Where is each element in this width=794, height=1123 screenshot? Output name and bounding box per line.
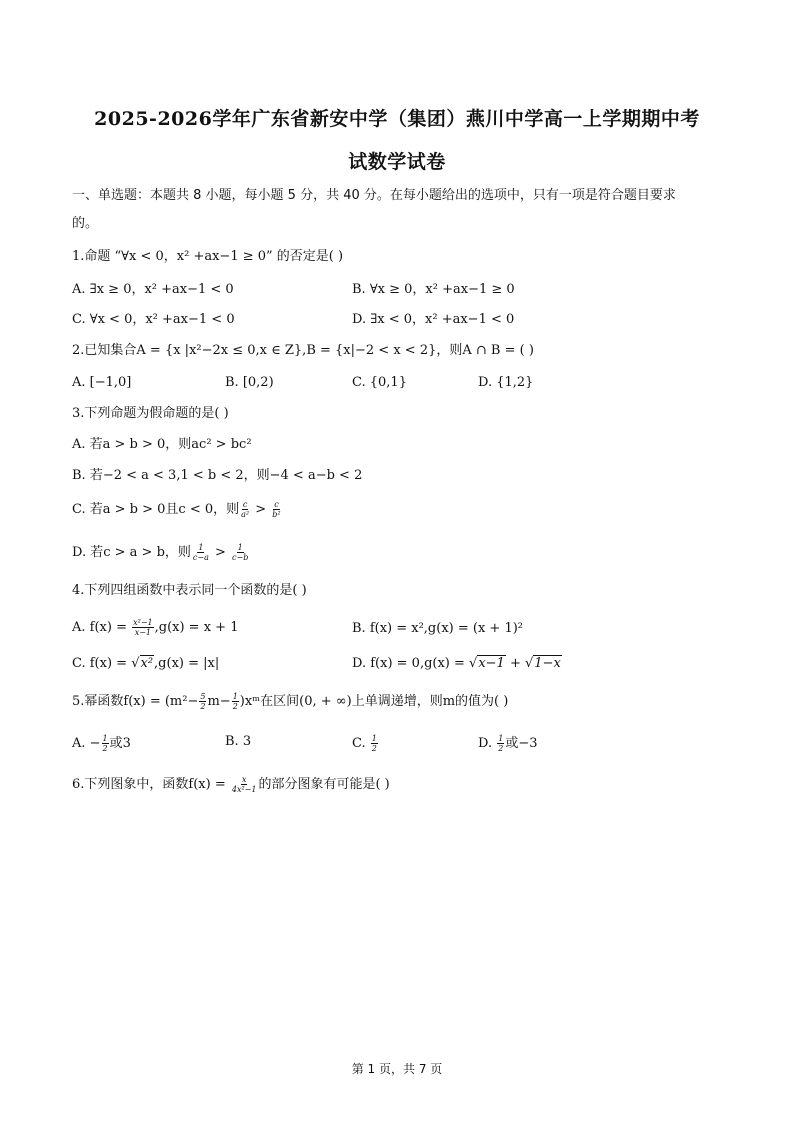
q5-stem: 5.幂函数f(x) = (m²− $\frac{5}{2}$ m− $\frac{1}{2}$ )xᵐ在区间(0, + ∞)上单调递增，则m的值为( ): [72, 692, 509, 711]
fraction-1-over-2: $\frac{1}{2}$: [371, 734, 377, 753]
q6-graph-options-area: [72, 805, 722, 1045]
fraction-1-over-2: $\frac{1}{2}$: [498, 734, 504, 753]
fraction-x-over-4x2-1: $\frac{x}{\text{4x²−1}}$: [231, 775, 257, 794]
fraction-1-over-2: $\frac{1}{2}$: [102, 734, 108, 753]
q2-option-a: A. [−1,0]: [72, 375, 132, 390]
q5-option-d: D. $\frac{1}{2}$ 或−3: [478, 734, 538, 753]
section-heading: 一、单选题：本题共 8 小题，每小题 5 分，共 40 分。在每小题给出的选项中，只有一项是符合题目要求: [72, 188, 676, 203]
q1-option-c: C. ∀x < 0，x² +ax−1 < 0: [72, 312, 235, 327]
q1-stem: 1.命题 “∀x < 0，x² +ax−1 ≥ 0” 的否定是( ): [72, 249, 344, 264]
fraction-c-over-a2: $\frac{c}{\text{a²}}$: [241, 500, 250, 519]
q2-option-c: C. {0,1}: [352, 375, 407, 390]
q3-stem: 3.下列命题为假命题的是( ): [72, 406, 229, 421]
q5-option-b: B. 3: [225, 734, 252, 749]
q4-option-c: C. f(x) = √x²,g(x) = |x|: [72, 656, 220, 671]
q3-option-a: A. 若a > b > 0，则ac² > bc²: [72, 437, 252, 452]
fraction-1-over-c-minus-b: $\frac{1}{c-b}$: [232, 543, 249, 562]
q5-option-c: C. $\frac{1}{2}$: [352, 734, 377, 753]
q4-option-d: D. f(x) = 0,g(x) = √x−1 + √1−x: [352, 656, 561, 671]
q2-option-d: D. {1,2}: [478, 375, 534, 390]
fraction-5-over-2: $\frac{5}{2}$: [200, 692, 206, 711]
q4-stem: 4.下列四组函数中表示同一个函数的是( ): [72, 583, 307, 598]
section-heading-cont: 的。: [72, 216, 99, 231]
q3-option-d: D. 若c > a > b，则 $\frac{1}{c-a}$ > $\frac{1}{c-b}$: [72, 543, 249, 562]
q2-option-b: B. [0,2): [225, 375, 274, 390]
title-line-1: 2025-2026学年广东省新安中学（集团）燕川中学高一上学期期中考: [94, 108, 700, 130]
q4-option-b: B. f(x) = x²,g(x) = (x + 1)²: [352, 621, 524, 636]
sqrt-icon: √: [469, 656, 478, 671]
sqrt-icon: √: [131, 656, 140, 671]
title-line-2: 试数学试卷: [348, 151, 446, 173]
q4-option-a: A. f(x) = $\frac{\text{x²−1}}{x-1}$ ,g(x) = x + 1: [72, 618, 239, 637]
q1-option-d: D. ∃x < 0，x² +ax−1 < 0: [352, 312, 515, 327]
fraction-1-over-c-minus-a: $\frac{1}{c-a}$: [192, 543, 209, 562]
q2-stem: 2.已知集合A = {x |x²−2x ≤ 0,x ∈ Z},B = {x|−2 < x < 2}，则A ∩ B = ( ): [72, 343, 534, 358]
page-footer: 第 1 页，共 7 页: [351, 1062, 443, 1076]
fraction-1-over-2: $\frac{1}{2}$: [232, 692, 238, 711]
q6-stem: 6.下列图象中，函数f(x) = $\frac{x}{\text{4x²−1}}$ 的部分图象有可能是( ): [72, 775, 390, 794]
q1-option-a: A. ∃x ≥ 0，x² +ax−1 < 0: [72, 282, 234, 297]
q3-option-c: C. 若a > b > 0且c < 0，则 $\frac{c}{\text{a²}}$ > $\frac{c}{\text{b²}}$: [72, 500, 281, 519]
q1-option-b: B. ∀x ≥ 0，x² +ax−1 ≥ 0: [352, 282, 515, 297]
fraction-c-over-b2: $\frac{c}{\text{b²}}$: [272, 500, 281, 519]
q3-option-c-text: C. 若a > b > 0且c < 0，则: [72, 502, 240, 517]
q5-option-a: A. − $\frac{1}{2}$ 或3: [72, 734, 131, 753]
q3-option-d-text: D. 若c > a > b，则: [72, 545, 191, 560]
fraction-x2-1-over-x-1: $\frac{\text{x²−1}}{x-1}$: [133, 618, 153, 637]
q3-option-b: B. 若−2 < a < 3,1 < b < 2，则−4 < a−b < 2: [72, 468, 363, 483]
sqrt-icon: √: [525, 656, 534, 671]
